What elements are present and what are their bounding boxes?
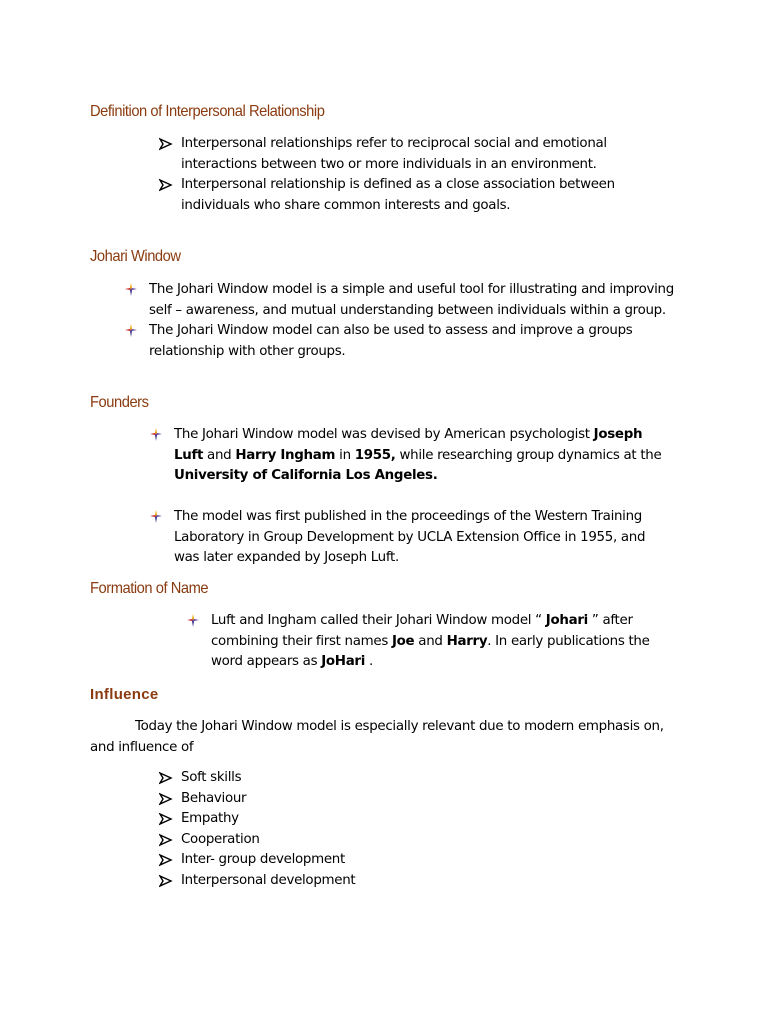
list-item: The model was first published in the proceedings of the Western Training Laboratory in Group Development by UCLA Extension Office in 1955, and was later expanded by Joseph Luft. xyxy=(174,507,654,569)
arrow-bullet-icon xyxy=(159,850,173,870)
heading-influence: Influence xyxy=(90,686,159,703)
list-item: Behaviour xyxy=(181,789,581,810)
flower-bullet-icon xyxy=(150,510,162,523)
heading-johari-window: Johari Window xyxy=(90,248,181,265)
heading-formation-of-name: Formation of Name xyxy=(90,580,209,597)
list-item: Inter- group development xyxy=(181,850,581,871)
list-item: The Johari Window model was devised by American psychologist Joseph Luft and Harry Ingham in 1955, while researching group dynamics at the University of California Los Angeles. xyxy=(174,425,674,487)
heading-definition: Definition of Interpersonal Relationship xyxy=(90,103,325,120)
founders-list-2 xyxy=(174,507,654,569)
heading-founders: Founders xyxy=(90,394,149,411)
flower-bullet-icon xyxy=(150,428,162,441)
arrow-bullet-icon xyxy=(159,175,173,195)
johari-list xyxy=(149,280,684,362)
list-item: Interpersonal relationships refer to reciprocal social and emotional interactions between two or more individuals in an environment. xyxy=(181,134,681,175)
influence-list xyxy=(181,768,581,891)
arrow-bullet-icon xyxy=(159,830,173,850)
arrow-bullet-icon xyxy=(159,871,173,891)
arrow-bullet-icon xyxy=(159,768,173,788)
list-item: Soft skills xyxy=(181,768,581,789)
list-item: Empathy xyxy=(181,809,581,830)
arrow-bullet-icon xyxy=(159,809,173,829)
list-item: Cooperation xyxy=(181,830,581,851)
arrow-bullet-icon xyxy=(159,134,173,154)
founders-list-1 xyxy=(174,425,674,487)
list-item: The Johari Window model can also be used to assess and improve a groups relationship with other groups. xyxy=(149,321,684,362)
formation-list xyxy=(211,611,671,673)
list-item: Luft and Ingham called their Johari Window model “ Johari ” after combining their first names Joe and Harry. In early publications the word appears as JoHari . xyxy=(211,611,671,673)
definition-list xyxy=(181,134,681,216)
list-item: Interpersonal relationship is defined as a close association between individuals who share common interests and goals. xyxy=(181,175,681,216)
flower-bullet-icon xyxy=(125,324,137,337)
flower-bullet-icon xyxy=(187,614,199,627)
arrow-bullet-icon xyxy=(159,789,173,809)
flower-bullet-icon xyxy=(125,283,137,296)
influence-intro: Today the Johari Window model is especially relevant due to modern emphasis on, and influence of xyxy=(90,719,664,755)
list-item: The Johari Window model is a simple and useful tool for illustrating and improving self – awareness, and mutual understanding between individuals within a group. xyxy=(149,280,684,321)
list-item: Interpersonal development xyxy=(181,871,581,892)
